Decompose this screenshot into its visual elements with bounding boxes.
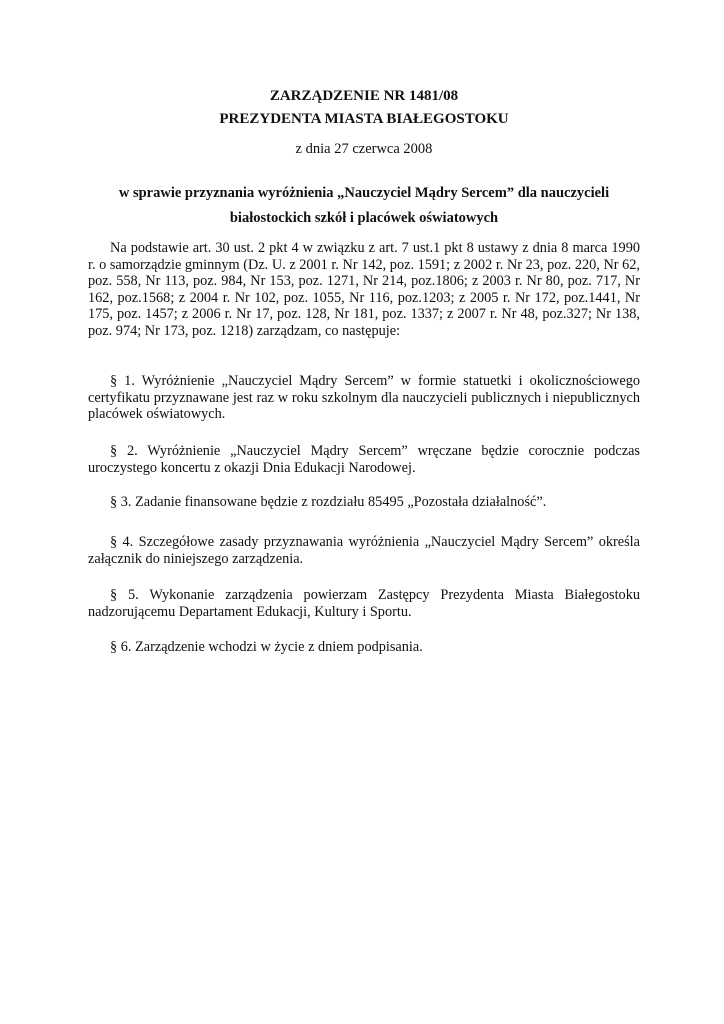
legal-basis-paragraph: Na podstawie art. 30 ust. 2 pkt 4 w związku z art. 7 ust.1 pkt 8 ustawy z dnia 8 marca 1990 r. o samorządzie gminnym (Dz. U. z 2001 r. Nr 142, poz. 1591; z 2002 r. Nr 23, poz. 220, Nr 62, poz. 558, Nr 113, poz. 984, Nr 153, poz. 1271, Nr 214, poz.1806; z 2003 r. Nr 80, poz. 717, Nr 162, poz.1568; z 2004 r. Nr 102, poz. 1055, Nr 116, poz.1203; z 2005 r. Nr 172, poz.1441, Nr 175, poz. 1457; z 2006 r. Nr 17, poz. 128, Nr 181, poz. 1337; z 2007 r. Nr 48, poz.327; Nr 138, poz. 974; Nr 173, poz. 1218) zarządzam, co następuje: xyxy=(88,240,640,339)
section-1: § 1. Wyróżnienie „Nauczyciel Mądry Sercem” w formie statuetki i okolicznościowego certyfikatu przyznawane jest raz w roku szkolnym dla nauczycieli publicznych i niepublicznych placówek oświatowych. xyxy=(88,373,640,422)
document-subject xyxy=(88,181,640,231)
section-5: § 5. Wykonanie zarządzenia powierzam Zastępcy Prezydenta Miasta Białegostoku nadzorującemu Departament Edukacji, Kultury i Sportu. xyxy=(88,587,640,620)
section-2: § 2. Wyróżnienie „Nauczyciel Mądry Sercem” wręczane będzie corocznie podczas uroczystego koncertu z okazji Dnia Edukacji Narodowej. xyxy=(88,443,640,476)
subject-line-2: białostockich szkół i placówek oświatowych xyxy=(229,210,499,226)
subject-line-1: w sprawie przyznania wyróżnienia „Nauczyciel Mądry Sercem” dla nauczycieli xyxy=(118,185,610,201)
section-3: § 3. Zadanie finansowane będzie z rozdziału 85495 „Pozostała działalność”. xyxy=(110,494,547,510)
document-title-issuer: PREZYDENTA MIASTA BIAŁEGOSTOKU xyxy=(219,111,509,127)
document-page xyxy=(88,0,640,1024)
document-date: z dnia 27 czerwca 2008 xyxy=(295,141,433,157)
document-title-number: ZARZĄDZENIE NR 1481/08 xyxy=(269,88,459,104)
section-6: § 6. Zarządzenie wchodzi w życie z dniem podpisania. xyxy=(110,639,423,655)
section-4: § 4. Szczegółowe zasady przyznawania wyróżnienia „Nauczyciel Mądry Sercem” określa załącznik do niniejszego zarządzenia. xyxy=(88,534,640,567)
